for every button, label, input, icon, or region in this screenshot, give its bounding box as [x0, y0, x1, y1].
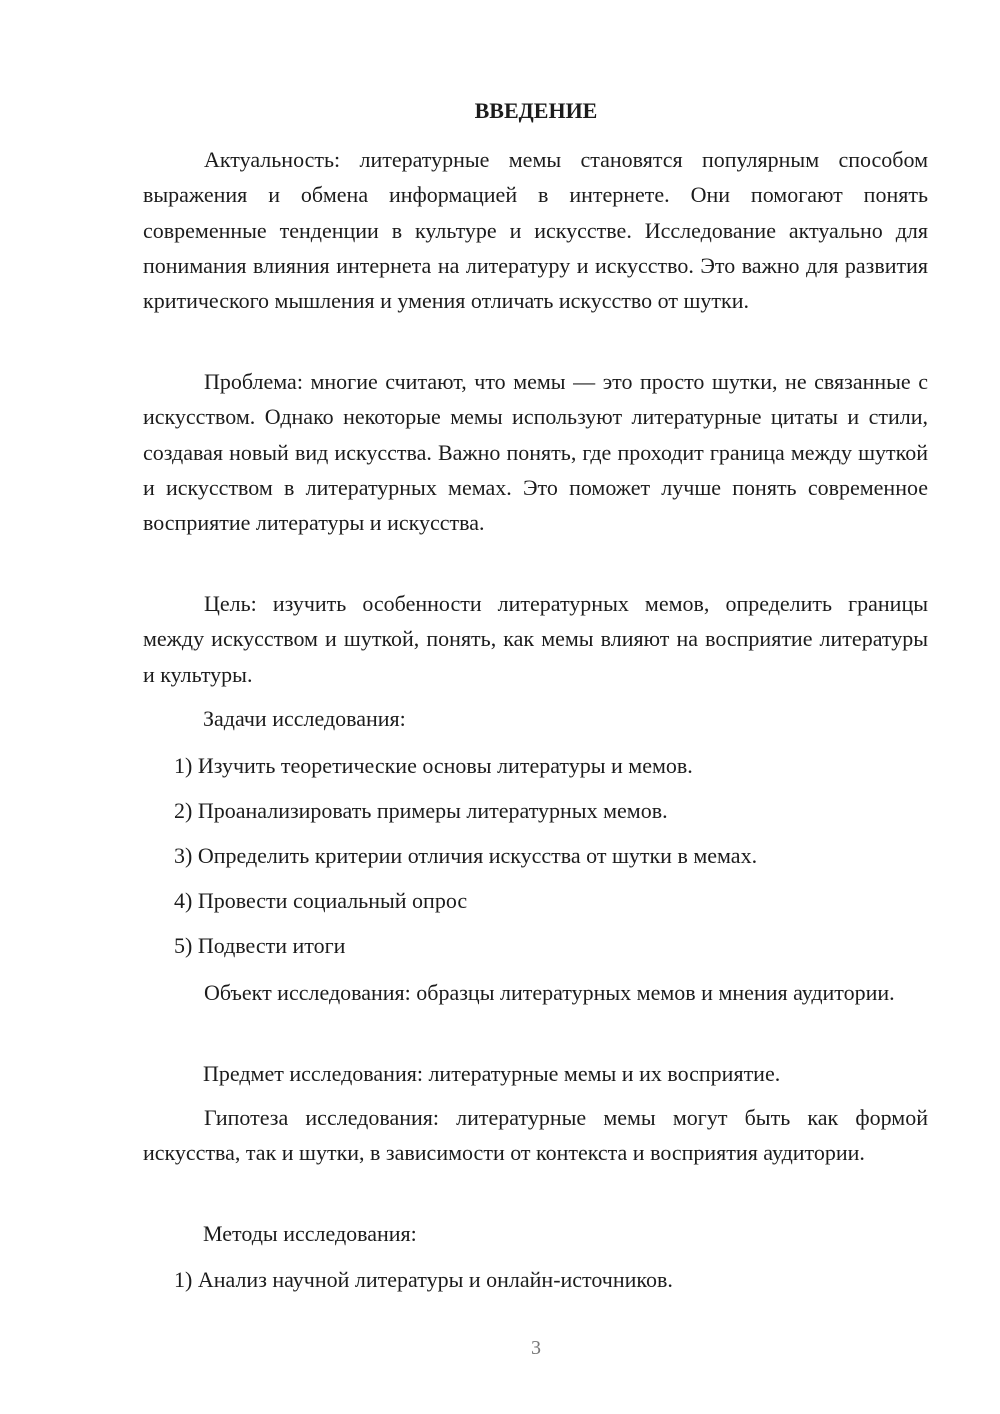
task-item: 1) Изучить теоретические основы литературы и мемов. [174, 753, 693, 778]
problem-paragraph: Проблема: многие считают, что мемы — это просто шутки, не связанные с искусством. Однако некоторые мемы используют литературные цитаты и стили, создавая новый вид искусства. Важно понять, где проходит граница между шуткой и искусством в литературных мемах. Это поможет лучше понять современное восприятие литературы и искусства. [143, 369, 928, 536]
relevance-paragraph: Актуальность: литературные мемы становятся популярным способом выражения и обмена информацией в интернете. Они помогают понять современные тенденции в культуре и искусстве. Исследование актуально для понимания влияния интернета на литературу и искусство. Это важно для развития критического мышления и умения отличать искусство от шутки. [143, 147, 928, 314]
page-title: ВВЕДЕНИЕ [474, 98, 598, 123]
method-item: 1) Анализ научной литературы и онлайн-источников. [174, 1267, 673, 1292]
object-paragraph: Объект исследования: образцы литературных мемов и мнения аудитории. [204, 980, 895, 1005]
task-item: 4) Провести социальный опрос [174, 888, 468, 913]
subject-paragraph: Предмет исследования: литературные мемы и их восприятие. [203, 1061, 781, 1086]
page-number: 3 [531, 1337, 541, 1359]
methods-heading: Методы исследования: [203, 1221, 417, 1246]
task-item: 3) Определить критерии отличия искусства от шутки в мемах. [174, 843, 758, 868]
goal-paragraph: Цель: изучить особенности литературных мемов, определить границы между искусством и шуткой, понять, как мемы влияют на восприятие литературы и культуры. [143, 591, 928, 687]
hypothesis-paragraph: Гипотеза исследования: литературные мемы могут быть как формой искусства, так и шутки, в зависимости от контекста и восприятия аудитории. [143, 1105, 928, 1166]
task-item: 5) Подвести итоги [174, 933, 346, 958]
task-item: 2) Проанализировать примеры литературных мемов. [174, 798, 668, 823]
tasks-heading: Задачи исследования: [203, 706, 406, 731]
